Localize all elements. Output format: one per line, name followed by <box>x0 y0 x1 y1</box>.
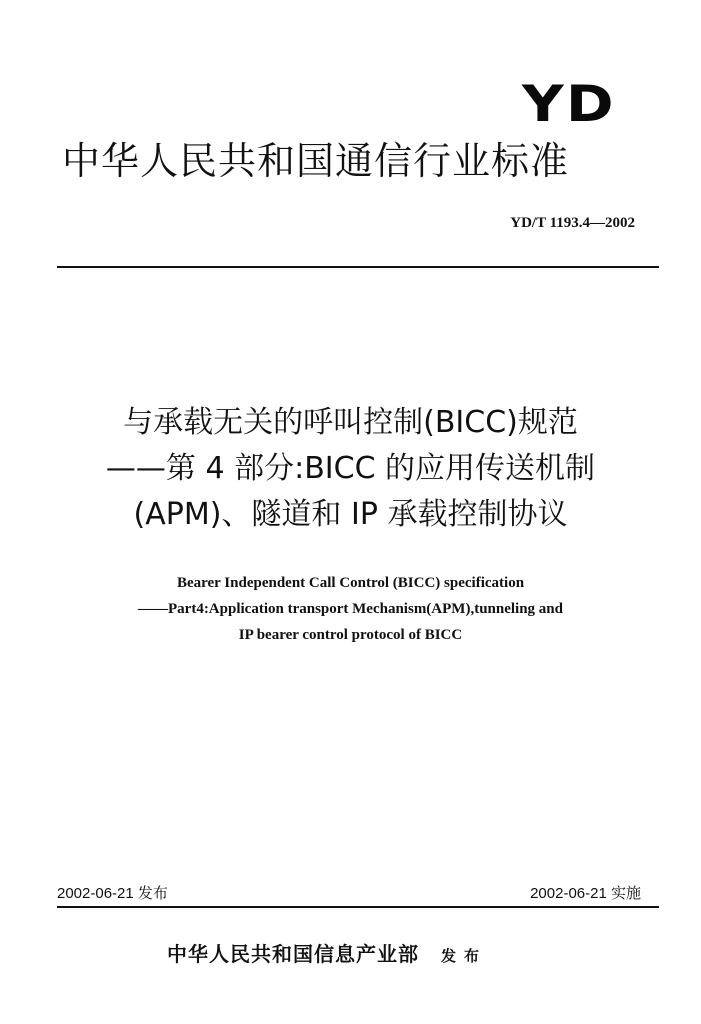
issuer-action: 发布 <box>441 947 488 965</box>
chinese-title <box>0 400 701 538</box>
chinese-title-line-2: ——第 4 部分:BICC 的应用传送机制 <box>105 451 596 486</box>
issuer-name: 中华人民共和国信息产业部 <box>167 942 419 966</box>
header-divider <box>57 266 659 268</box>
chinese-title-line-3: (APM)、隧道和 IP 承载控制协议 <box>133 497 568 532</box>
english-title-line-3: IP bearer control protocol of BICC <box>238 627 463 643</box>
standard-number: YD/T 1193.4—2002 <box>510 215 635 231</box>
english-title-line-1: Bearer Independent Call Control (BICC) specification <box>176 575 525 591</box>
yd-logo: YD <box>522 75 616 133</box>
english-title <box>0 570 701 648</box>
chinese-title-line-1: 与承载无关的呼叫控制(BICC)规范 <box>123 405 578 440</box>
english-title-line-2: ——Part4:Application transport Mechanism(APM),tunneling and <box>138 601 563 617</box>
standard-category-title: 中华人民共和国通信行业标准 <box>62 139 570 183</box>
effective-date: 2002-06-21 实施 <box>530 885 641 902</box>
footer-divider <box>57 906 659 908</box>
publish-date: 2002-06-21 发布 <box>57 885 168 902</box>
issuer-line <box>167 940 487 970</box>
